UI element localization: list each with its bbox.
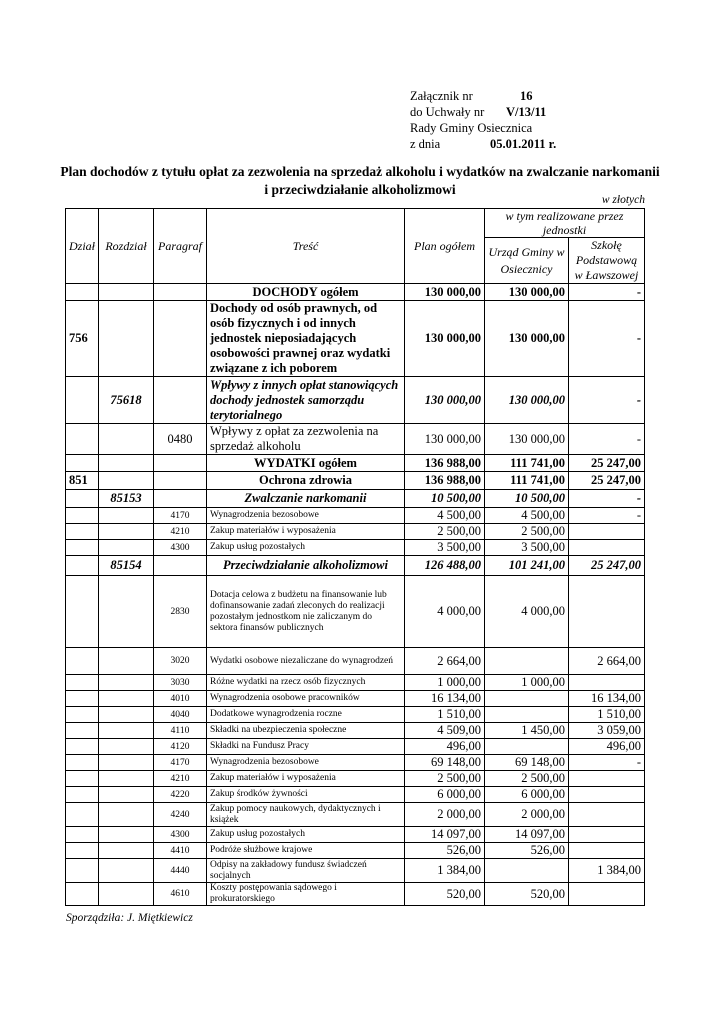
- cell-szkola: -: [569, 284, 645, 301]
- cell-tresc: WYDATKI ogółem: [207, 455, 405, 472]
- cell-rozdzial: [99, 540, 154, 556]
- cell-tresc: Zakup usług pozostałych: [207, 540, 405, 556]
- cell-urzad: [485, 691, 569, 707]
- cell-urzad: 101 241,00: [485, 556, 569, 576]
- cell-urzad: [485, 859, 569, 883]
- cell-rozdzial: [99, 424, 154, 455]
- cell-dzial: [66, 424, 99, 455]
- cell-dzial: [66, 827, 99, 843]
- cell-paragraf: 4010: [154, 691, 207, 707]
- cell-dzial: [66, 675, 99, 691]
- cell-dzial: [66, 284, 99, 301]
- cell-rozdzial: [99, 803, 154, 827]
- cell-urzad: 130 000,00: [485, 301, 569, 377]
- resolution-label: do Uchwały nr: [410, 105, 485, 119]
- cell-urzad: [485, 648, 569, 675]
- cell-urzad: 6 000,00: [485, 787, 569, 803]
- cell-tresc: Wynagrodzenia bezosobowe: [207, 755, 405, 771]
- cell-dzial: [66, 540, 99, 556]
- cell-plan: 130 000,00: [405, 284, 485, 301]
- table-row: [66, 576, 645, 648]
- table-row: [66, 691, 645, 707]
- cell-rozdzial: 85153: [99, 490, 154, 508]
- cell-tresc: DOCHODY ogółem: [207, 284, 405, 301]
- cell-paragraf: [154, 490, 207, 508]
- cell-szkola: [569, 827, 645, 843]
- cell-paragraf: [154, 556, 207, 576]
- cell-tresc: Wydatki osobowe niezaliczane do wynagrodzeń: [207, 648, 405, 675]
- cell-dzial: [66, 883, 99, 906]
- cell-rozdzial: [99, 723, 154, 739]
- resolution-number: V/13/11: [506, 105, 547, 119]
- table-row: [66, 755, 645, 771]
- cell-plan: 4 509,00: [405, 723, 485, 739]
- cell-dzial: [66, 524, 99, 540]
- cell-szkola: [569, 576, 645, 648]
- table-row: [66, 490, 645, 508]
- cell-szkola: [569, 675, 645, 691]
- cell-urzad: 14 097,00: [485, 827, 569, 843]
- cell-urzad: 2 000,00: [485, 803, 569, 827]
- cell-rozdzial: [99, 675, 154, 691]
- cell-szkola: -: [569, 490, 645, 508]
- cell-szkola: -: [569, 424, 645, 455]
- cell-urzad: 4 500,00: [485, 508, 569, 524]
- cell-dzial: [66, 803, 99, 827]
- cell-urzad: [485, 739, 569, 755]
- cell-rozdzial: [99, 524, 154, 540]
- cell-rozdzial: [99, 576, 154, 648]
- cell-tresc: Różne wydatki na rzecz osób fizycznych: [207, 675, 405, 691]
- cell-dzial: 756: [66, 301, 99, 377]
- table-row: [66, 556, 645, 576]
- cell-urzad: 130 000,00: [485, 424, 569, 455]
- cell-paragraf: 4170: [154, 508, 207, 524]
- table-row: [66, 707, 645, 723]
- cell-tresc: Zwalczanie narkomanii: [207, 490, 405, 508]
- cell-urzad: [485, 707, 569, 723]
- table-row: [66, 301, 645, 377]
- cell-szkola: 16 134,00: [569, 691, 645, 707]
- cell-paragraf: 3020: [154, 648, 207, 675]
- cell-dzial: [66, 739, 99, 755]
- cell-rozdzial: [99, 771, 154, 787]
- table-row: [66, 472, 645, 490]
- cell-paragraf: 4110: [154, 723, 207, 739]
- table-row: [66, 771, 645, 787]
- cell-paragraf: 0480: [154, 424, 207, 455]
- cell-plan: 6 000,00: [405, 787, 485, 803]
- cell-urzad: 2 500,00: [485, 524, 569, 540]
- cell-dzial: [66, 490, 99, 508]
- cell-szkola: -: [569, 508, 645, 524]
- cell-rozdzial: [99, 691, 154, 707]
- cell-tresc: Dotacja celowa z budżetu na finansowanie lub dofinansowanie zadań zleconych do realizacji pozostałym jednostkom nie zaliczanym do sektora finansów publicznych: [207, 576, 405, 648]
- cell-szkola: [569, 540, 645, 556]
- table-row: [66, 883, 645, 906]
- council-name: Rady Gminy Osiecznica: [410, 121, 533, 135]
- cell-paragraf: [154, 377, 207, 424]
- attachment-label: Załącznik nr: [410, 89, 473, 103]
- cell-paragraf: 4440: [154, 859, 207, 883]
- cell-rozdzial: [99, 707, 154, 723]
- cell-rozdzial: 85154: [99, 556, 154, 576]
- cell-urzad: 526,00: [485, 843, 569, 859]
- cell-plan: 496,00: [405, 739, 485, 755]
- cell-tresc: Przeciwdziałanie alkoholizmowi: [207, 556, 405, 576]
- cell-paragraf: 4040: [154, 707, 207, 723]
- cell-plan: 136 988,00: [405, 455, 485, 472]
- cell-szkola: -: [569, 377, 645, 424]
- cell-tresc: Dodatkowe wynagrodzenia roczne: [207, 707, 405, 723]
- cell-paragraf: 4170: [154, 755, 207, 771]
- table-row: [66, 723, 645, 739]
- cell-szkola: 25 247,00: [569, 556, 645, 576]
- cell-szkola: [569, 843, 645, 859]
- cell-szkola: 25 247,00: [569, 455, 645, 472]
- table-row: [66, 540, 645, 556]
- cell-rozdzial: [99, 827, 154, 843]
- cell-rozdzial: [99, 648, 154, 675]
- cell-rozdzial: [99, 787, 154, 803]
- col-tresc: Treść: [207, 209, 405, 284]
- col-group-units: w tym realizowane przez jednostki: [485, 209, 645, 238]
- cell-szkola: -: [569, 755, 645, 771]
- cell-dzial: [66, 455, 99, 472]
- table-row: [66, 803, 645, 827]
- cell-paragraf: 4300: [154, 827, 207, 843]
- attachment-header: [410, 88, 610, 152]
- cell-tresc: Odpisy na zakładowy fundusz świadczeń socjalnych: [207, 859, 405, 883]
- cell-dzial: [66, 843, 99, 859]
- unit-label: w złotych: [601, 194, 645, 206]
- table-row: [66, 508, 645, 524]
- cell-plan: 2 500,00: [405, 524, 485, 540]
- cell-plan: 136 988,00: [405, 472, 485, 490]
- cell-plan: 520,00: [405, 883, 485, 906]
- cell-urzad: 2 500,00: [485, 771, 569, 787]
- cell-rozdzial: [99, 301, 154, 377]
- cell-szkola: [569, 771, 645, 787]
- cell-plan: 126 488,00: [405, 556, 485, 576]
- cell-plan: 10 500,00: [405, 490, 485, 508]
- cell-tresc: Podróże służbowe krajowe: [207, 843, 405, 859]
- cell-tresc: Wynagrodzenia osobowe pracowników: [207, 691, 405, 707]
- cell-paragraf: 4410: [154, 843, 207, 859]
- cell-szkola: [569, 787, 645, 803]
- cell-paragraf: [154, 455, 207, 472]
- table-row: [66, 648, 645, 675]
- table-row: [66, 424, 645, 455]
- cell-rozdzial: [99, 859, 154, 883]
- cell-tresc: Składki na ubezpieczenia społeczne: [207, 723, 405, 739]
- cell-tresc: Ochrona zdrowia: [207, 472, 405, 490]
- cell-paragraf: 4300: [154, 540, 207, 556]
- cell-paragraf: [154, 472, 207, 490]
- cell-dzial: [66, 377, 99, 424]
- cell-urzad: 130 000,00: [485, 284, 569, 301]
- cell-dzial: 851: [66, 472, 99, 490]
- cell-rozdzial: [99, 739, 154, 755]
- cell-paragraf: 4210: [154, 771, 207, 787]
- cell-tresc: Zakup środków żywności: [207, 787, 405, 803]
- cell-szkola: 1 384,00: [569, 859, 645, 883]
- resolution-date: 05.01.2011 r.: [490, 137, 557, 151]
- table-row: [66, 827, 645, 843]
- cell-rozdzial: [99, 284, 154, 301]
- cell-dzial: [66, 556, 99, 576]
- cell-szkola: -: [569, 301, 645, 377]
- cell-szkola: [569, 883, 645, 906]
- cell-tresc: Zakup usług pozostałych: [207, 827, 405, 843]
- cell-paragraf: 4610: [154, 883, 207, 906]
- table-row: [66, 524, 645, 540]
- cell-paragraf: 4240: [154, 803, 207, 827]
- cell-dzial: [66, 771, 99, 787]
- cell-paragraf: 4210: [154, 524, 207, 540]
- cell-dzial: [66, 787, 99, 803]
- cell-plan: 130 000,00: [405, 424, 485, 455]
- cell-plan: 526,00: [405, 843, 485, 859]
- cell-plan: 4 500,00: [405, 508, 485, 524]
- cell-dzial: [66, 723, 99, 739]
- cell-rozdzial: [99, 472, 154, 490]
- cell-plan: 130 000,00: [405, 301, 485, 377]
- cell-tresc: Koszty postępowania sądowego i prokuratorskiego: [207, 883, 405, 906]
- col-urzad: Urząd Gminy w Osiecznicy: [485, 238, 569, 284]
- cell-urzad: 111 741,00: [485, 472, 569, 490]
- col-dzial: Dział: [66, 209, 99, 284]
- table-row: [66, 843, 645, 859]
- cell-rozdzial: 75618: [99, 377, 154, 424]
- prepared-by: Sporządziła: J. Miętkiewicz: [66, 912, 193, 924]
- cell-szkola: [569, 803, 645, 827]
- cell-dzial: [66, 508, 99, 524]
- cell-tresc: Zakup pomocy naukowych, dydaktycznych i książek: [207, 803, 405, 827]
- cell-plan: 2 664,00: [405, 648, 485, 675]
- cell-urzad: 1 450,00: [485, 723, 569, 739]
- table-row: [66, 675, 645, 691]
- cell-tresc: Wpływy z opłat za zezwolenia na sprzedaż alkoholu: [207, 424, 405, 455]
- cell-plan: 14 097,00: [405, 827, 485, 843]
- cell-paragraf: 4120: [154, 739, 207, 755]
- cell-urzad: 69 148,00: [485, 755, 569, 771]
- cell-paragraf: [154, 284, 207, 301]
- cell-plan: 69 148,00: [405, 755, 485, 771]
- table-row: [66, 284, 645, 301]
- cell-paragraf: 2830: [154, 576, 207, 648]
- cell-szkola: 2 664,00: [569, 648, 645, 675]
- col-szkola: Szkołę Podstawową w Ławszowej: [569, 238, 645, 284]
- cell-dzial: [66, 859, 99, 883]
- cell-urzad: 1 000,00: [485, 675, 569, 691]
- cell-szkola: [569, 524, 645, 540]
- cell-urzad: 4 000,00: [485, 576, 569, 648]
- cell-dzial: [66, 648, 99, 675]
- cell-rozdzial: [99, 455, 154, 472]
- budget-table: [65, 208, 645, 906]
- cell-urzad: 520,00: [485, 883, 569, 906]
- cell-dzial: [66, 576, 99, 648]
- cell-rozdzial: [99, 755, 154, 771]
- cell-plan: 1 510,00: [405, 707, 485, 723]
- cell-plan: 130 000,00: [405, 377, 485, 424]
- col-paragraf: Paragraf: [154, 209, 207, 284]
- table-row: [66, 377, 645, 424]
- cell-szkola: 3 059,00: [569, 723, 645, 739]
- cell-paragraf: [154, 301, 207, 377]
- cell-tresc: Składki na Fundusz Pracy: [207, 739, 405, 755]
- table-row: [66, 739, 645, 755]
- cell-szkola: 1 510,00: [569, 707, 645, 723]
- cell-plan: 1 384,00: [405, 859, 485, 883]
- table-row: [66, 787, 645, 803]
- cell-plan: 4 000,00: [405, 576, 485, 648]
- cell-tresc: Zakup materiałów i wyposażenia: [207, 771, 405, 787]
- cell-plan: 16 134,00: [405, 691, 485, 707]
- cell-plan: 2 000,00: [405, 803, 485, 827]
- cell-tresc: Wpływy z innych opłat stanowiących dochody jednostek samorządu terytorialnego: [207, 377, 405, 424]
- table-row: [66, 455, 645, 472]
- cell-szkola: 25 247,00: [569, 472, 645, 490]
- cell-urzad: 111 741,00: [485, 455, 569, 472]
- cell-plan: 3 500,00: [405, 540, 485, 556]
- cell-rozdzial: [99, 883, 154, 906]
- cell-paragraf: 4220: [154, 787, 207, 803]
- cell-plan: 2 500,00: [405, 771, 485, 787]
- cell-rozdzial: [99, 843, 154, 859]
- cell-paragraf: 3030: [154, 675, 207, 691]
- table-row: [66, 859, 645, 883]
- page-title: Plan dochodów z tytułu opłat za zezwolenia na sprzedaż alkoholu i wydatków na zwalczanie narkomanii i przeciwdziałanie alkoholizmowi: [60, 164, 660, 197]
- cell-dzial: [66, 755, 99, 771]
- cell-dzial: [66, 691, 99, 707]
- attachment-number: 16: [520, 89, 533, 103]
- cell-urzad: 3 500,00: [485, 540, 569, 556]
- col-plan: Plan ogółem: [405, 209, 485, 284]
- cell-szkola: 496,00: [569, 739, 645, 755]
- cell-dzial: [66, 707, 99, 723]
- cell-plan: 1 000,00: [405, 675, 485, 691]
- cell-tresc: Dochody od osób prawnych, od osób fizycznych i od innych jednostek nieposiadających osobowości prawnej oraz wydatki związane z ich poborem: [207, 301, 405, 377]
- cell-urzad: 10 500,00: [485, 490, 569, 508]
- col-rozdzial: Rozdział: [99, 209, 154, 284]
- cell-rozdzial: [99, 508, 154, 524]
- date-label: z dnia: [410, 137, 441, 151]
- cell-tresc: Zakup materiałów i wyposażenia: [207, 524, 405, 540]
- cell-tresc: Wynagrodzenia bezosobowe: [207, 508, 405, 524]
- cell-urzad: 130 000,00: [485, 377, 569, 424]
